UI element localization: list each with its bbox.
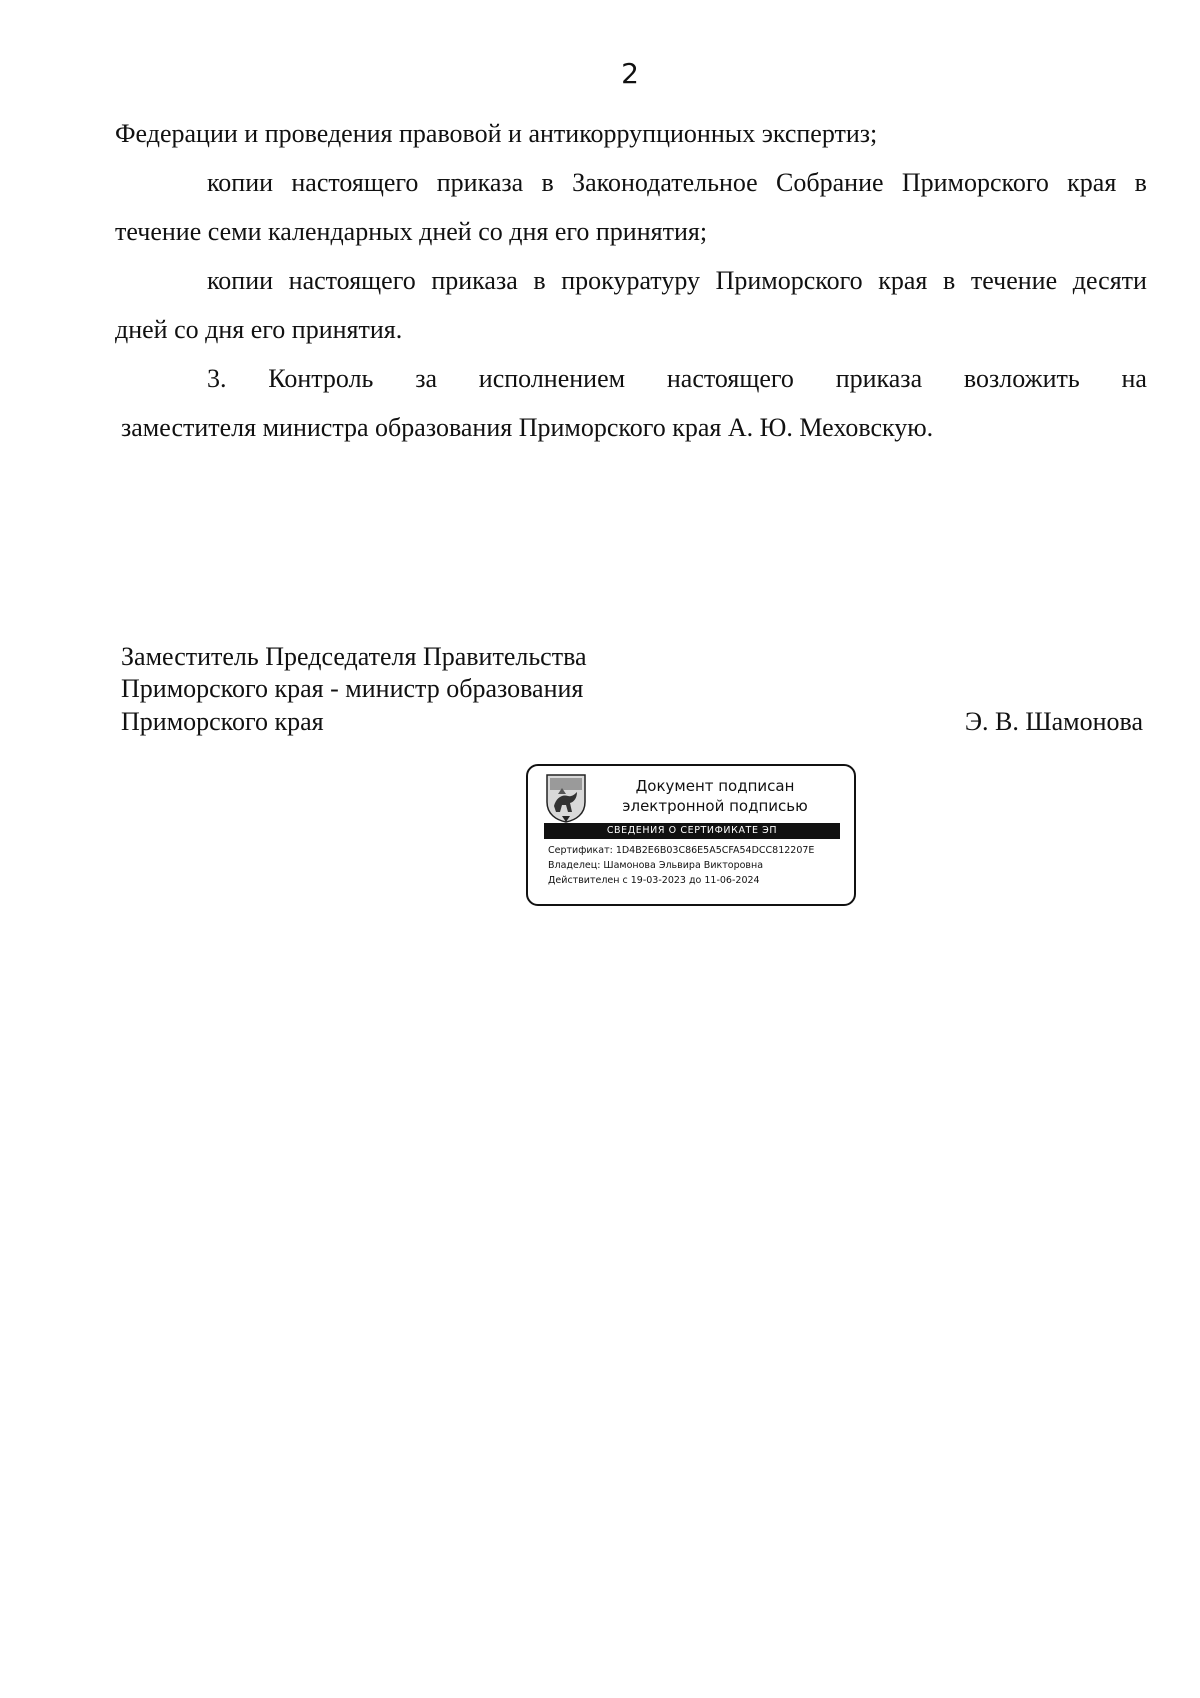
certificate-number: Сертификат: 1D4B2E6B03C86E5A5CFA54DCC812207E <box>548 845 815 856</box>
paragraph-line: дней со дня его принятия. <box>115 315 403 344</box>
signer-position: Приморского края - министр образования <box>121 674 584 703</box>
certificate-owner: Владелец: Шамонова Эльвира Викторовна <box>548 860 764 871</box>
signer-position: Приморского края <box>121 707 324 736</box>
word: Приморского <box>715 266 863 295</box>
word: Собрание <box>776 168 884 197</box>
word: исполнением <box>478 364 626 393</box>
word: за <box>415 364 438 393</box>
word: копии <box>207 168 274 197</box>
word: копии <box>207 266 274 295</box>
signer-position: Заместитель Председателя Правительства <box>121 642 587 671</box>
paragraph-line-justified <box>207 364 1147 394</box>
word: в <box>541 168 554 197</box>
word: в <box>942 266 956 295</box>
word: края <box>878 266 928 295</box>
word: настоящего <box>666 364 794 393</box>
paragraph-line: течение семи календарных дней со дня его принятия; <box>115 217 708 246</box>
word: приказа <box>431 266 518 295</box>
word: Законодательное <box>572 168 758 197</box>
electronic-signature-stamp <box>526 764 856 906</box>
signer-name: Э. В. Шамонова <box>964 707 1143 736</box>
word: приказа <box>835 364 923 393</box>
stamp-title-line: электронной подписью <box>622 797 808 815</box>
paragraph-line-justified <box>207 168 1147 198</box>
word: прокуратуру <box>561 266 700 295</box>
word: Приморского <box>901 168 1049 197</box>
word: Контроль <box>268 364 374 393</box>
word: на <box>1121 364 1147 393</box>
word: в <box>1134 168 1147 197</box>
stamp-title-line: Документ подписан <box>635 777 795 795</box>
stamp-title <box>590 776 840 816</box>
word: края <box>1067 168 1117 197</box>
stamp-band: СВЕДЕНИЯ О СЕРТИФИКАТЕ ЭП <box>544 823 840 839</box>
word: настоящего <box>288 266 416 295</box>
certificate-validity: Действителен с 19-03-2023 до 11-06-2024 <box>548 875 760 886</box>
coat-of-arms-icon <box>544 772 588 824</box>
word: в <box>533 266 546 295</box>
word: возложить <box>963 364 1080 393</box>
word: настоящего <box>291 168 419 197</box>
page-number: 2 <box>621 57 639 90</box>
word: десяти <box>1072 266 1147 295</box>
word: 3. <box>207 364 227 393</box>
word: течение <box>970 266 1058 295</box>
paragraph-line: заместителя министра образования Приморского края А. Ю. Меховскую. <box>121 413 934 442</box>
paragraph-line: Федерации и проведения правовой и антикоррупционных экспертиз; <box>115 119 878 148</box>
word: приказа <box>436 168 524 197</box>
paragraph-line-justified <box>207 266 1147 296</box>
